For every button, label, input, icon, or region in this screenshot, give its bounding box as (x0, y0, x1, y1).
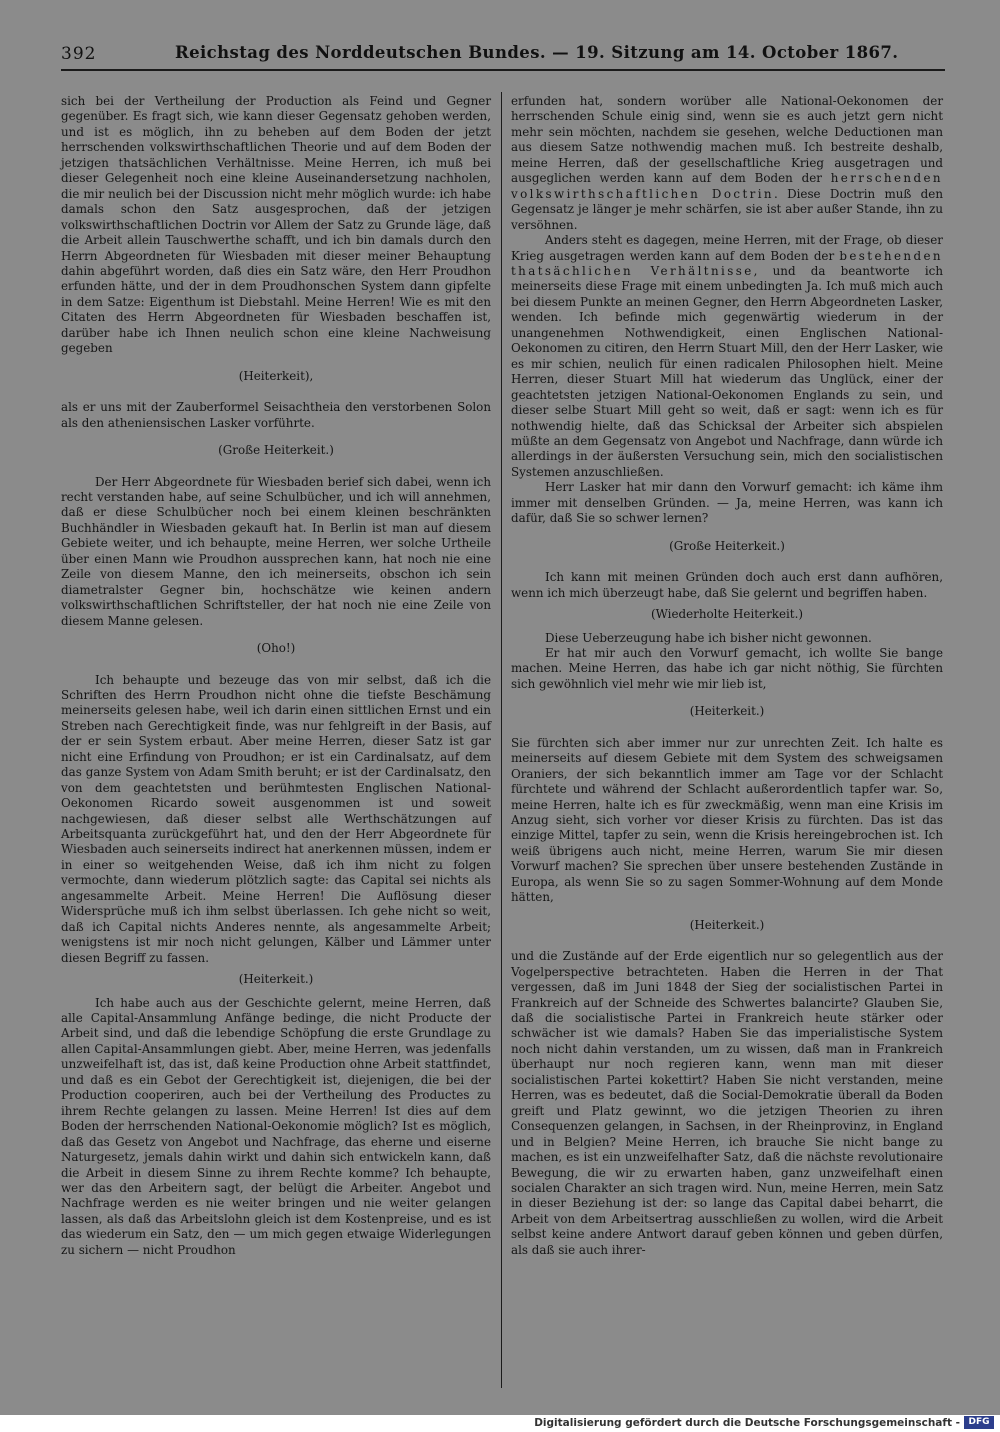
reaction-note: (Heiterkeit.) (238, 972, 314, 987)
paragraph (511, 94, 943, 233)
reaction-note: (Oho!) (256, 641, 296, 656)
text-run: . Diese Doctrin muß den Gegensatz je länger je mehr schärfen, sie ist aber außer Stande, ihn zu versöhnen. (511, 186, 943, 232)
paragraph: Ich habe auch aus der Geschichte gelernt, meine Herren, daß alle Capital-Ansammlung Anfänge bedinge, die nicht Producte der Arbeit sind, und daß die lebendige Schöpfung die erste Grundlage zu allen Capital-Ansammlungen giebt. Aber, meine Herren, was jedenfalls unzweifelhaft ist, das ist, daß keine Production ohne Arbeit stattfindet, und daß es ein Gebot der Gerechtigkeit ist, diejenigen, die bei der Production cooperiren, auch bei der Vertheilung des Productes zu ihrem Rechte gelangen zu lassen. Meine Herren! Ist dies auf dem Boden der herrschenden National-Oekonomie möglich? Ist es möglich, daß das Gesetz von Angebot und Nachfrage, das eherne und eiserne Naturgesetz, jemals dahin wirkt und dahin sich entwickeln kann, daß die Arbeit in diesem Sinne zu ihrem Rechte komme? Ich behaupte, wer das den Arbeitern sagt, der belügt die Arbeiter. Angebot und Nachfrage werden es nie weiter bringen und nie weiter gelangen lassen, als daß das Arbeitslohn gleich ist dem Kostenpreise, und es ist das wiederum ein Satz, den — um mich gegen etwaige Widerlegungen zu sichern — nicht Proudhon (61, 995, 491, 1257)
reaction-note: (Große Heiterkeit.) (218, 443, 334, 458)
page-number: 392 (61, 44, 97, 64)
paragraph: Diese Ueberzeugung habe ich bisher nicht gewonnen. (545, 630, 872, 645)
reaction-note: (Wiederholte Heiterkeit.) (651, 607, 803, 622)
paragraph: und die Zustände auf der Erde eigentlich nur so gelegentlich aus der Vogelperspective betrachteten. Haben die Herren in der That vergessen, daß im Juni 1848 der Sieg der socialistischen Partei in Frankreich auf der Schneide des Schwertes balancirte? Glauben Sie, daß die socialistische Partei in Frankreich heute stärker oder schwächer ist wie damals? Haben Sie das imperialistische System noch nicht dahin verstanden, um zu wissen, daß man in Frankreich überhaupt nur noch regieren kann, wenn man mit dieser socialistischen Partei kokettirt? Haben Sie nicht verstanden, meine Herren, was es bedeutet, daß die Social-Demokratie überall da Boden greift und Platz gewinnt, wo die jetzigen Theorien zu ihren Consequenzen gelangen, in Sachsen, in der Rheinprovinz, in England und in Belgien? Meine Herren, ich brauche Sie nicht bange zu machen, es ist ein unzweifelhafter Satz, daß die nächste revolutionaire Bewegung, die wir zu erwarten haben, ganz unzweifelhaft einen socialen Charakter an sich tragen wird. Nun, meine Herren, mein Satz in dieser Beziehung ist der: so lange das Capital dabei beharrt, die Arbeit von dem Arbeitsertrag ausschließen zu wollen, wird die Arbeit selbst keine andere Antwort darauf geben können und geben dürfen, als daß sie auch ihrer- (511, 949, 943, 1257)
paragraph: Herr Lasker hat mir dann den Vorwurf gemacht: ich käme ihm immer mit denselben Gründen. — Ja, meine Herren, was kann ich dafür, daß Sie so schwer lernen? (511, 480, 943, 526)
paragraph: Er hat mir auch den Vorwurf gemacht, ich wollte Sie bange machen. Meine Herren, das habe ich gar nicht nöthig, Sie fürchten sich gewöhnlich viel mehr wie mir lieb ist, (511, 645, 943, 691)
text-run: Anders steht es dagegen, meine Herren, mit der Frage, ob dieser Krieg ausgetragen werden kann auf dem Boden der (511, 233, 943, 263)
spaced-emphasis: herrschenden volkswirthschaftlichen Doctrin (511, 171, 943, 201)
reaction-note: (Heiterkeit.) (689, 704, 765, 719)
reaction-note: (Heiterkeit), (238, 368, 314, 383)
paragraph: Ich behaupte und bezeuge das von mir selbst, daß ich die Schriften des Herrn Proudhon nicht ohne die tiefste Beschämung meinerseits gelesen habe, weil ich darin einen sittlichen Ernst und ein Streben nach Gerechtigkeit finde, was nur fehlgreift in der Basis, auf der er sein System erbaut. Aber meine Herren, dieser Satz ist gar nicht eine Erfindung von Proudhon; er ist ein Cardinalsatz, auf dem das ganze System von Adam Smith beruht; er ist der Cardinalsatz, den von dem geachtetsten und berühmtesten Englischen National-Oekonomen Ricardo soweit ausgenommen ist und soweit nachgewiesen, daß dieser selbst alle Werthschätzungen auf Arbeitsquanta zurückgeführt hat, und den der Herr Abgeordnete für Wiesbaden auch seinerseits indirect hat anerkennen müssen, indem er in einer so weitgehenden Weise, daß ich ihm nicht zu folgen vermochte, dann wiederum plötzlich sagte: das Capital sei nichts als angesammelte Arbeit. Meine Herren! Die Auflösung dieser Widersprüche muß ich ihm selbst überlassen. Ich gehe nicht so weit, daß ich Capital nichts Anderes nennte, als angesammelte Arbeit; wenigstens ist mir noch nicht gelungen, Kälber und Lämmer unter diesen Begriff zu fassen. (61, 672, 491, 965)
header-rule (61, 69, 945, 71)
digitization-footer (0, 1415, 1000, 1432)
footer-credit: Digitalisierung gefördert durch die Deutsche Forschungsgemeinschaft - (534, 1417, 960, 1429)
paragraph: Ich kann mit meinen Gründen doch auch erst dann aufhören, wenn ich mich überzeugt habe, daß Sie gelernt und begriffen haben. (511, 570, 943, 600)
paragraph: als er uns mit der Zauberformel Seisachtheia den verstorbenen Solon als den atheniensischen Lasker vorführte. (61, 400, 491, 430)
paragraph: sich bei der Vertheilung der Production als Feind und Gegner gegenüber. Es fragt sich, wie kann dieser Gegensatz gehoben werden, und ist es möglich, ihn zu beheben auf dem Boden der jetzt herrschenden volkswirthschaftlichen Theorie und auf dem Boden der jetzigen thatsächlichen Verhältnisse. Meine Herren, ich muß bei dieser Gelegenheit noch eine kleine Auseinandersetzung nachholen, die mir neulich bei der Discussion nicht mehr möglich wurde: ich habe damals schon den Satz ausgesprochen, daß der jetzigen volkswirthschaftlichen Doctrin vor Allem der Satz zu Grunde läge, daß die Arbeit allein Tauschwerthe schafft, und ich bin damals durch den Herrn Abgeordneten für Wiesbaden mit dieser meiner Behauptung dahin abgeführt worden, daß dies ein Satz wäre, den Herr Proudhon erfunden hätte, und der in dem Proudhonschen System dann gipfelte in dem Satze: Eigenthum ist Diebstahl. Meine Herren! Wie es mit den Citaten des Herrn Abgeordneten für Wiesbaden beschaffen ist, darüber habe ich Ihnen neulich schon eine kleine Nachweisung gegeben (61, 94, 491, 356)
column-divider (501, 92, 502, 1388)
right-column (511, 94, 943, 1258)
text-run: erfunden hat, sondern worüber alle National-Oekonomen der herrschenden Schule einig sind, wenn sie es auch jetzt gern nicht mehr sein möchten, nachdem sie gesehen, welche Deductionen man aus diesem Satze nothwendig machen muß. Ich bestreite deshalb, meine Herren, daß der gesellschaftliche Krieg ausgetragen und ausgeglichen werden kann auf dem Boden der (511, 94, 943, 186)
dfg-logo: DFG (964, 1416, 994, 1429)
reaction-note: (Große Heiterkeit.) (669, 538, 785, 553)
paragraph (511, 233, 943, 480)
spaced-emphasis: bestehenden thatsächlichen Verhältnisse (511, 248, 943, 278)
reaction-note: (Heiterkeit.) (689, 917, 765, 932)
left-column (61, 94, 491, 1258)
paragraph: Der Herr Abgeordnete für Wiesbaden berief sich dabei, wenn ich recht verstanden habe, auf seine Schulbücher, und ich will annehmen, daß er diese Schulbücher noch bei einem kleinen beschränkten Buchhändler in Wiesbaden gekauft hat. In Berlin ist man auf diesem Gebiete weiter, und ich behaupte, meine Herren, wer solche Urtheile über einen Mann wie Proudhon aussprechen kann, hat noch nie eine Zeile von diesem Manne, den ich meinerseits, obschon ich sein diametralster Gegner bin, hochschätze wie keinen andern volkswirthschaftlichen Schriftsteller, der hat noch nie eine Zeile von diesem Manne gelesen. (61, 474, 491, 628)
running-title: Reichstag des Norddeutschen Bundes. — 19. Sitzung am 14. October 1867. (175, 43, 899, 62)
text-run: , und da beantworte ich meinerseits diese Frage mit einem unbedingten Ja. Ich muß mich auch bei diesem Punkte an meinen Gegner, den Herrn Abgeordneten Lasker, wenden. Ich befinde mich gegenwärtig wiederum in der unangenehmen Nothwendigkeit, einen Englischen National-Oekonomen zu citiren, den Herrn Stuart Mill, den der Herr Lasker, wie es mir schien, neulich für einen radicalen Philosophen hielt. Meine Herren, dieser Stuart Mill hat wiederum das Unglück, einer der geachtetsten jetzigen National-Oekonomen Englands zu sein, und dieser selbe Stuart Mill geht so weit, daß er sagt: wenn ich es für nothwendig hielte, daß das Schicksal der Arbeiter sich abspielen müßte an dem Gegensatz von Angebot und Nachfrage, dann würde ich allerdings in der äußersten Versuchung sein, mich den socialistischen Systemen anzuschließen. (511, 263, 943, 479)
paragraph: Sie fürchten sich aber immer nur zur unrechten Zeit. Ich halte es meinerseits auf diesem Gebiete mit dem System des schweigsamen Oraniers, der sich bekanntlich immer am Tage vor der Schlacht fürchtete und während der Schlacht außerordentlich tapfer war. So, meine Herren, halte ich es für zweckmäßig, wenn man eine Krisis im Anzug sieht, sich vorher vor dieser Krisis zu fürchten. Das ist das einzige Mittel, tapfer zu sein, wenn die Krisis hereingebrochen ist. Ich weiß übrigens auch nicht, meine Herren, warum Sie mir diesen Vorwurf machen? Sie sprechen über unsere bestehenden Zustände in Europa, als wenn Sie so zu sagen Sommer-Wohnung auf dem Monde hätten, (511, 735, 943, 905)
